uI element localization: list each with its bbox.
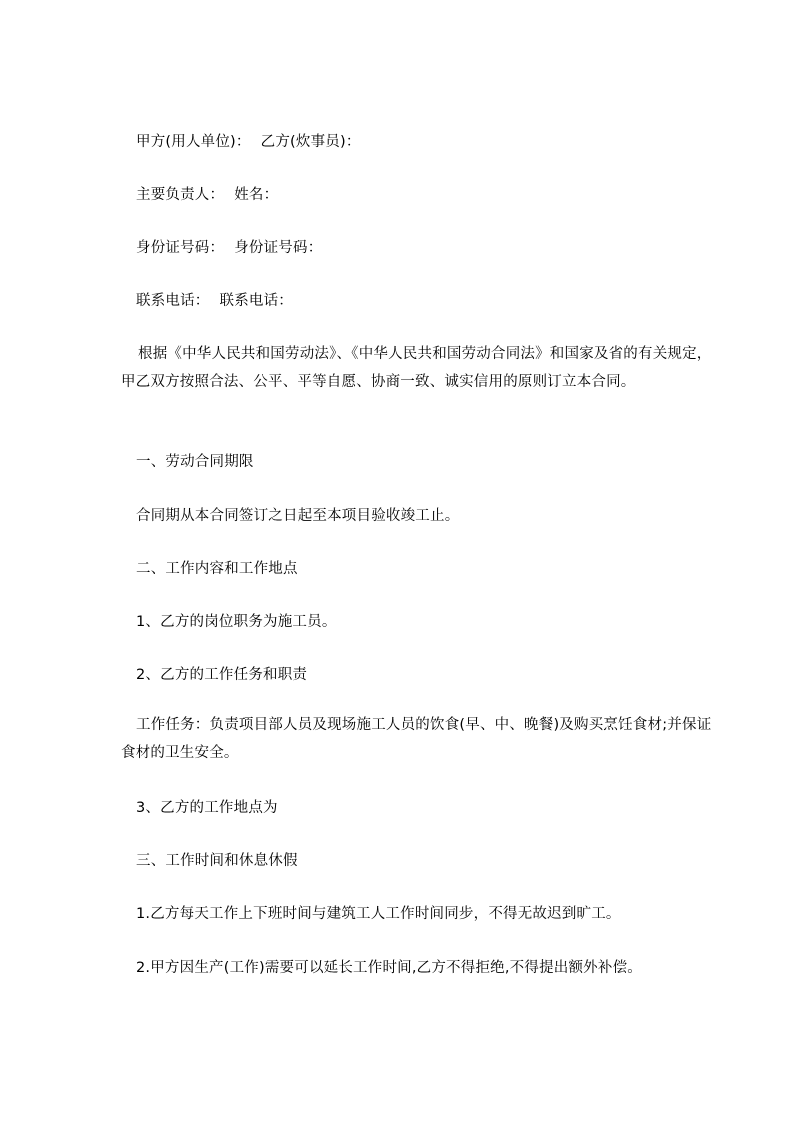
party-header-line — [136, 131, 361, 153]
party-b-label: 乙方(炊事员)： — [260, 134, 361, 150]
party-a-label: 甲方(用人单位)： — [136, 134, 251, 150]
name-label: 姓名： — [234, 187, 279, 203]
section3-title: 三、工作时间和休息休假 — [136, 853, 298, 869]
preamble-paragraph — [121, 340, 721, 396]
phone-label-a: 联系电话： — [136, 293, 210, 309]
item3-text: 3、乙方的工作地点为 — [136, 800, 278, 816]
id-label-a: 身份证号码： — [136, 240, 225, 256]
rule1-text: 1.乙方每天工作上下班时间与建筑工人工作时间同步，不得无故迟到旷工。 — [136, 906, 621, 922]
section1-text: 合同期从本合同签订之日起至本项目验收竣工止。 — [136, 508, 460, 524]
rule2-text: 2.甲方因生产(工作)需要可以延长工作时间,乙方不得拒绝,不得提出额外补偿。 — [136, 960, 642, 976]
preamble-text: 根据《中华人民共和国劳动法》、《中华人民共和国劳动合同法》和国家及省的有关规定，甲乙双方按照合法、公平、平等自愿、协商一致、诚实信用的原则订立本合同。 — [121, 346, 712, 390]
duties-paragraph — [121, 711, 721, 767]
section2-title: 二、工作内容和工作地点 — [136, 561, 298, 577]
duties-text: 工作任务：负责项目部人员及现场施工人员的饮食(早、中、晚餐)及购买烹饪食材;并保证食材的卫生安全。 — [121, 717, 712, 761]
section1-title: 一、劳动合同期限 — [136, 454, 254, 470]
principal-label: 主要负责人： — [136, 187, 225, 203]
phone-line — [136, 290, 293, 312]
id-line — [136, 237, 322, 259]
item1-text: 1、乙方的岗位职务为施工员。 — [136, 614, 337, 630]
id-label-b: 身份证号码： — [234, 240, 323, 256]
principal-line — [136, 184, 278, 206]
item2-text: 2、乙方的工作任务和职责 — [136, 667, 308, 683]
phone-label-b: 联系电话： — [219, 293, 293, 309]
